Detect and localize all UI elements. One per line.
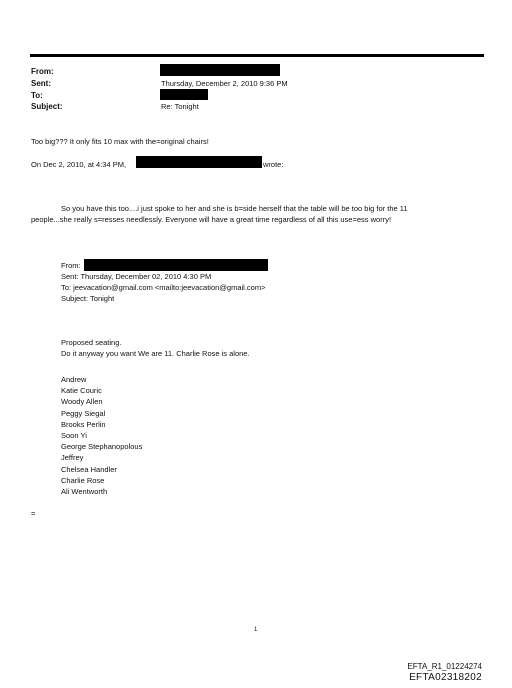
subject-value: Re: Tonight: [161, 102, 199, 111]
quote-intro-suffix: wrote:: [263, 160, 284, 169]
redacted-quote-sender: [136, 156, 262, 168]
guest-list: [61, 374, 142, 497]
list-item: Soon Yi: [61, 431, 87, 441]
fwd-line-2: Do it anyway you want We are 11. Charlie Rose is alone.: [61, 349, 250, 358]
list-item: George Stephanopolous: [61, 442, 143, 452]
quoted-line-2: people...she really s=resses needlessly. Everyone will have a great time regardless of all this use=ess worry!: [31, 215, 392, 224]
list-item: Andrew: [61, 375, 87, 384]
list-item: Katie Couric: [61, 386, 102, 396]
footer-id-1: EFTA_R1_01224274: [407, 662, 482, 671]
redacted-fwd-from: [84, 259, 268, 271]
footer-id-2: EFTA02318202: [409, 672, 482, 683]
list-item: Chelsea Handler: [61, 464, 117, 474]
subject-label: Subject:: [31, 102, 63, 111]
header-rule: [30, 54, 484, 57]
equals-mark: =: [31, 509, 36, 518]
list-item: Peggy Siegal: [61, 408, 106, 418]
fwd-line-1: Proposed seating.: [61, 338, 122, 347]
to-label: To:: [31, 91, 43, 100]
list-item: Ali Wentworth: [61, 487, 108, 497]
redacted-to: [160, 89, 208, 100]
fwd-from-label: From:: [61, 261, 81, 270]
list-item: Woody Allen: [61, 397, 103, 407]
reply-line: Too big??? It only fits 10 max with the=original chairs!: [31, 137, 209, 146]
sent-value: Thursday, December 2, 2010 9:36 PM: [161, 79, 288, 88]
fwd-to: To: jeevacation@gmail.com <mailto:jeevacation@gmail.com>: [61, 283, 266, 292]
quote-intro-prefix: On Dec 2, 2010, at 4:34 PM,: [31, 160, 127, 169]
redacted-from: [160, 64, 280, 76]
list-item: Jeffrey: [61, 453, 84, 463]
page-number: 1: [254, 627, 258, 633]
list-item: Brooks Perlin: [61, 419, 106, 429]
fwd-subject: Subject: Tonight: [61, 294, 115, 303]
quoted-line-1: So you have this too....i just spoke to her and she is b=side herself that the table will be too big for the 11: [61, 204, 408, 213]
fwd-sent: Sent: Thursday, December 02, 2010 4:30 PM: [61, 272, 212, 281]
sent-label: Sent:: [31, 79, 51, 88]
list-item: Charlie Rose: [61, 475, 105, 485]
from-label: From:: [31, 67, 54, 76]
